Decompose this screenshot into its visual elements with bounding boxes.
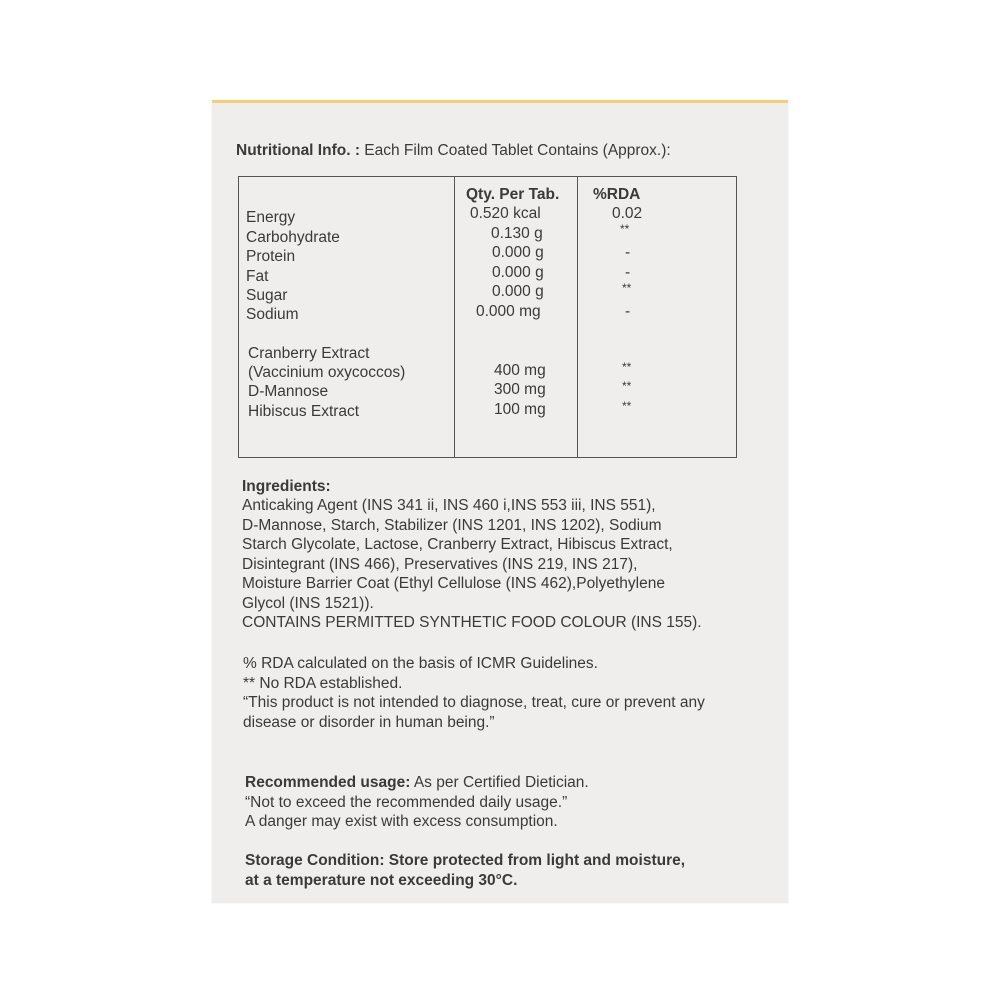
row-name: Sodium (246, 306, 299, 323)
ingredients-block (242, 496, 702, 633)
notes-line: ** No RDA established. (243, 674, 403, 692)
row-rda: 0.02 (612, 205, 643, 222)
row-name: Fat (246, 268, 269, 285)
header-rda: %RDA (593, 186, 641, 203)
notes-line: % RDA calculated on the basis of ICMR Guidelines. (243, 655, 598, 672)
row-qty: 0.000 g (492, 244, 544, 261)
row-qty: 0.520 kcal (470, 205, 541, 222)
notes-line: disease or disorder in human being.” (243, 713, 495, 731)
extract-name: Hibiscus Extract (248, 403, 360, 420)
usage-value: As per Certified Dietician. (410, 774, 589, 791)
ingredients-title: Ingredients: (242, 478, 331, 495)
ingredients-line: Moisture Barrier Coat (Ethyl Cellulose (INS 462),Polyethylene (242, 575, 665, 592)
ingredients-line: Disintegrant (INS 466), Preservatives (INS 219, INS 217), (242, 555, 638, 573)
nutrition-heading (236, 142, 671, 160)
table-divider-2 (577, 177, 578, 457)
extract-rda: ** (622, 360, 632, 374)
ingredients-line: D-Mannose, Starch, Stabilizer (INS 1201, INS 1202), Sodium (242, 516, 662, 534)
usage-block (245, 773, 589, 832)
extract-qty: 400 mg (494, 362, 546, 379)
usage-line: A danger may exist with excess consumption. (245, 813, 558, 830)
storage-line: Storage Condition: Store protected from light and moisture, (245, 852, 686, 869)
extract-name: D-Mannose (248, 383, 329, 400)
notes-line: “This product is not intended to diagnose, treat, cure or prevent any (243, 694, 705, 711)
row-rda: ** (622, 281, 632, 295)
row-qty: 0.000 g (492, 283, 544, 300)
ingredients-line: Anticaking Agent (INS 341 ii, INS 460 i,INS 553 iii, INS 551), (242, 497, 656, 514)
row-rda: - (625, 303, 631, 320)
header-qty: Qty. Per Tab. (466, 186, 560, 203)
row-rda: ** (620, 222, 630, 236)
extract-rda: ** (622, 379, 632, 393)
extract-qty: 300 mg (494, 381, 546, 398)
notes-block (243, 654, 705, 732)
row-qty: 0.000 g (492, 264, 544, 281)
usage-line: “Not to exceed the recommended daily usage.” (245, 793, 568, 811)
extract-rda: ** (622, 399, 632, 413)
ingredients-line: CONTAINS PERMITTED SYNTHETIC FOOD COLOUR (INS 155). (242, 614, 702, 631)
row-rda: - (625, 264, 631, 281)
row-qty: 0.000 mg (476, 303, 541, 320)
row-name: Energy (246, 209, 296, 226)
row-name: Protein (246, 248, 296, 265)
usage-label: Recommended usage: (245, 774, 411, 791)
nutrition-heading-bold: Nutritional Info. : (236, 142, 360, 159)
nutrition-heading-rest: Each Film Coated Tablet Contains (Approx.): (359, 142, 671, 159)
row-qty: 0.130 g (491, 225, 543, 242)
ingredients-line: Starch Glycolate, Lactose, Cranberry Extract, Hibiscus Extract, (242, 536, 673, 553)
table-divider-1 (454, 177, 455, 457)
extract-qty: 100 mg (494, 401, 546, 418)
storage-line: at a temperature not exceeding 30°C. (245, 871, 518, 889)
storage-block (245, 851, 685, 890)
extract-name: (Vaccinium oxycoccos) (248, 364, 406, 381)
row-rda: - (625, 244, 631, 261)
row-name: Sugar (246, 287, 288, 304)
usage-first-line (245, 773, 589, 793)
row-name: Carbohydrate (246, 229, 340, 246)
extract-name: Cranberry Extract (248, 345, 370, 362)
ingredients-line: Glycol (INS 1521)). (242, 594, 374, 612)
